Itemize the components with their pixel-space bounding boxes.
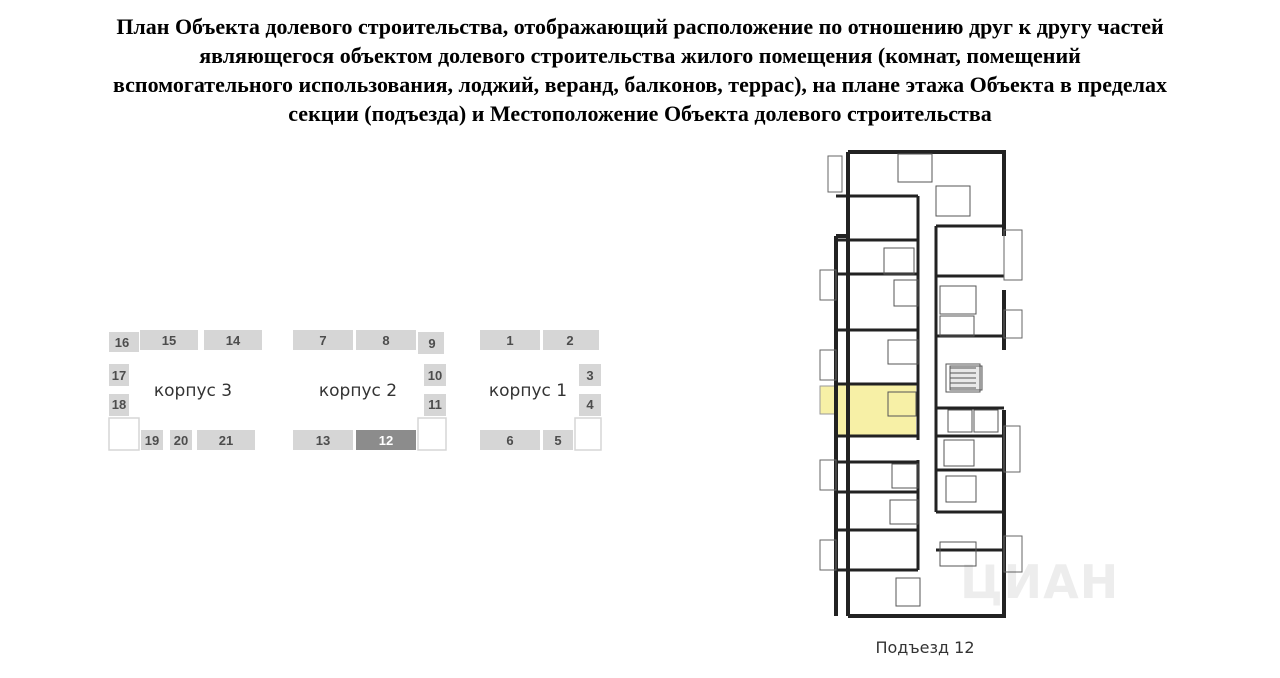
entrance-label-11: 11 bbox=[428, 397, 442, 412]
entrance-label-5: 5 bbox=[554, 433, 562, 448]
site-plan bbox=[100, 320, 620, 460]
entrance-label-8: 8 bbox=[382, 333, 390, 348]
entrance-label-6: 6 bbox=[506, 433, 514, 448]
corpus-label-1: корпус 1 bbox=[488, 381, 568, 401]
watermark: ЦИАН bbox=[960, 555, 1120, 609]
title-line-2: являющегося объектом долевого строительства жилого помещения (комнат, помещений bbox=[199, 43, 1081, 68]
interior-partitions bbox=[884, 154, 998, 606]
entrance-label-9: 9 bbox=[428, 336, 436, 351]
title-line-3: вспомогательного использования, лоджий, веранд, балконов, террас), на плане этажа Объекта в пределах bbox=[112, 72, 1168, 97]
entrance-label-19: 19 bbox=[144, 433, 160, 448]
entrance-label-4: 4 bbox=[586, 397, 594, 412]
corner-block-c1 bbox=[575, 418, 601, 450]
staircase bbox=[946, 364, 980, 392]
entrance-label-17: 17 bbox=[111, 368, 127, 383]
title-line-1: План Объекта долевого строительства, отображающий расположение по отношению друг к другу частей bbox=[116, 14, 1164, 39]
entrance-label-7: 7 bbox=[319, 333, 327, 348]
entrance-label-21: 21 bbox=[218, 433, 234, 448]
title-line-4: секции (подъезда) и Местоположение Объекта долевого строительства bbox=[288, 101, 992, 126]
corpus-label-2: корпус 2 bbox=[318, 381, 398, 401]
entrance-label-20: 20 bbox=[173, 433, 189, 448]
entrance-label-18: 18 bbox=[111, 397, 127, 412]
entrance-label-15: 15 bbox=[161, 333, 177, 348]
balconies bbox=[820, 156, 1022, 572]
page-title bbox=[20, 12, 1260, 128]
corner-block-c3 bbox=[109, 418, 139, 450]
floor-plan-caption: Подъезд 12 bbox=[875, 638, 975, 657]
corpus-label-3: корпус 3 bbox=[153, 381, 233, 401]
entrance-label-14: 14 bbox=[225, 333, 241, 348]
entrance-label-13: 13 bbox=[315, 433, 331, 448]
entrance-label-1: 1 bbox=[506, 333, 514, 348]
entrance-label-3: 3 bbox=[586, 368, 594, 383]
entrance-label-16: 16 bbox=[114, 335, 130, 350]
selected-apartment-balcony bbox=[820, 386, 836, 414]
entrance-label-2: 2 bbox=[566, 333, 574, 348]
corner-block-c2 bbox=[418, 418, 446, 450]
entrance-label-10: 10 bbox=[427, 368, 443, 383]
entrance-label-12: 12 bbox=[378, 433, 394, 448]
